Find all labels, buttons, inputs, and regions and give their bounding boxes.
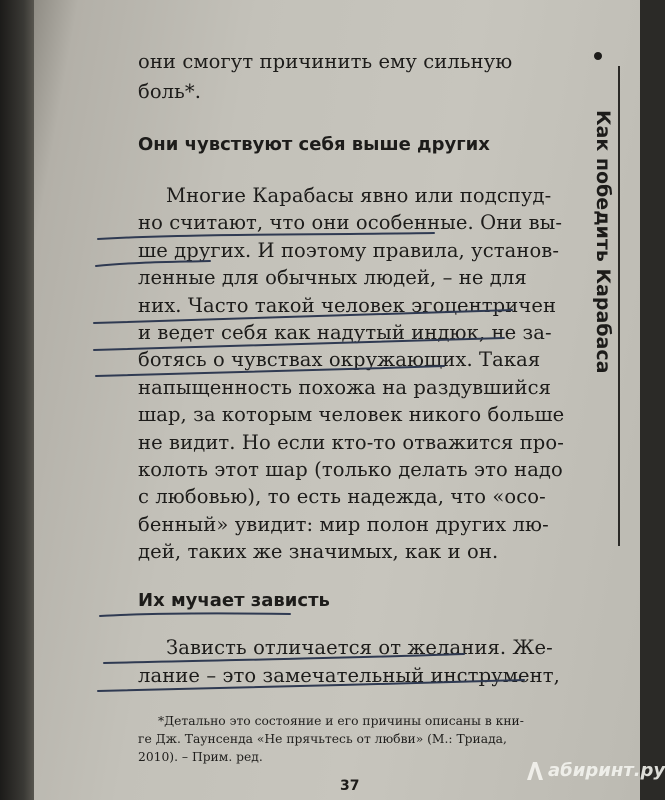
- labirint-watermark: [524, 760, 665, 782]
- running-side-title: Как победить Карабаса: [592, 110, 614, 374]
- labirint-logo-icon: [524, 760, 546, 782]
- paragraph-line: но считают, что они особенные. Они вы-: [138, 211, 563, 235]
- side-title-dot: [594, 52, 602, 60]
- footnote-line: *Детально это состояние и его причины описаны в кни-: [158, 714, 524, 728]
- paragraph-line: ботясь о чувствах окружающих. Такая: [138, 348, 541, 372]
- section-heading-superiority: Они чувствуют себя выше других: [138, 134, 490, 155]
- paragraph-line: бенный» увидит: мир полон других лю-: [138, 512, 549, 536]
- paragraph-line: шар, за которым человек никого больше: [138, 403, 565, 427]
- paragraph-line: ленные для обычных людей, – не для: [138, 266, 527, 290]
- intro-line: боль*.: [138, 80, 202, 103]
- section-heading-envy: Их мучает зависть: [138, 590, 330, 611]
- paragraph-line: Зависть отличается от желания. Же-: [166, 636, 553, 659]
- book-page: [34, 0, 665, 800]
- footnote-line: ге Дж. Таунсенда «Не прячьтесь от любви» (М.: Триада,: [138, 732, 507, 746]
- paragraph-line: колоть этот шар (только делать это надо: [138, 458, 563, 481]
- paragraph-line: и ведет себя как надутый индюк, не за-: [138, 321, 552, 344]
- paragraph-line: напыщенность похожа на раздувшийся: [138, 375, 552, 399]
- paragraph-line: ше других. И поэтому правила, установ-: [138, 238, 560, 262]
- paragraph-line: с любовью), то есть надежда, что «осо-: [138, 485, 546, 509]
- underline-mark: [100, 613, 290, 616]
- book-gutter-shadow: [0, 0, 34, 800]
- side-title-rule: [618, 66, 620, 546]
- paragraph-line: дей, таких же значимых, как и он.: [138, 540, 499, 564]
- paragraph-line: лание – это замечательный инструмент,: [138, 664, 560, 687]
- paragraph-line: не видит. Но если кто-то отважится про-: [138, 430, 564, 454]
- page-number: 37: [340, 778, 360, 794]
- paragraph-line: них. Часто такой человек эгоцентричен: [138, 293, 557, 317]
- footnote-line: 2010). – Прим. ред.: [138, 750, 263, 764]
- watermark-text: абиринт.ру: [548, 760, 665, 781]
- intro-line: они смогут причинить ему сильную: [138, 50, 513, 73]
- paragraph-line: Многие Карабасы явно или подспуд-: [166, 184, 552, 207]
